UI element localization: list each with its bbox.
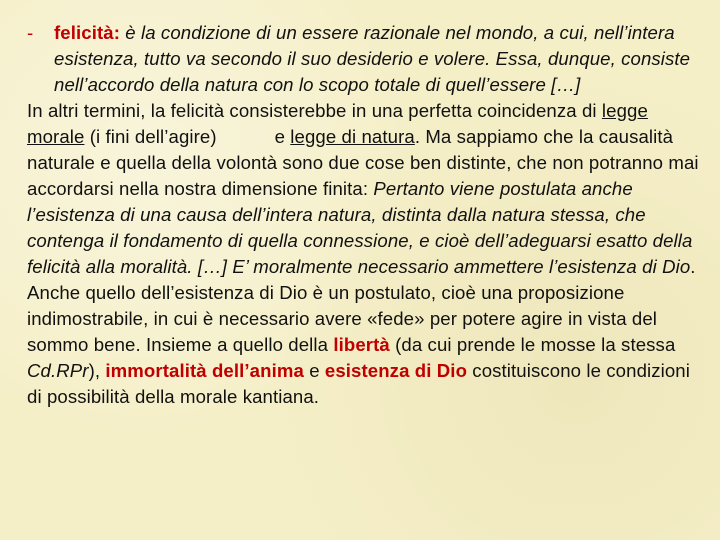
bullet-dash: - bbox=[27, 22, 34, 43]
p2-text-3: ), bbox=[88, 360, 106, 381]
p2-text-2: (da cui prende le mosse la stessa bbox=[389, 334, 676, 355]
p2-text-4: e bbox=[303, 360, 325, 381]
term-immortalita: immortalità dell’anima bbox=[105, 360, 304, 381]
legge-morale: legge morale bbox=[27, 100, 648, 147]
term-liberta: libertà bbox=[333, 334, 390, 355]
p1-text-2: (i fini dell’agire) e bbox=[84, 126, 291, 147]
slide-body bbox=[27, 20, 702, 410]
term-esistenza-di-dio: esistenza di Dio bbox=[324, 360, 468, 381]
kant-quote: Pertanto viene postulata anche l’esistenza di una causa dell’intera natura, distinta dalla natura stessa, che contenga il fondamento di quella connessione, e cioè dell’adeguarsi esatto della felicità alla moralità. […] E’ moralmente necessario ammettere l’esistenza di Dio bbox=[27, 178, 693, 277]
p1-text-1: In altri termini, la felicità consisterebbe in una perfetta coincidenza di bbox=[27, 100, 602, 121]
p2-text-1: Anche quello dell’esistenza di Dio è un postulato, cioè una proposizione indimostrabile, in cui è necessario avere «fede» per potere agire in vista del sommo bene. Insieme a quello della bbox=[27, 282, 658, 355]
term-colon: : bbox=[113, 22, 121, 43]
paragraph-causality bbox=[27, 98, 702, 280]
p1-end: . bbox=[690, 256, 696, 277]
p1-text-3: . Ma sappiamo che la causalità naturale e quella della volontà sono due cose ben distinte, che non potranno mai accordarsi nella nostra dimensione finita: bbox=[27, 126, 699, 199]
definition-text: è la condizione di un essere razionale nel mondo, a cui, nell’intera esistenza, tutto va secondo il suo desiderio e volere. Essa, dunque, consiste nell’accordo della natura con lo scopo totale di quell’essere […] bbox=[54, 22, 691, 95]
cdrpr-title: Cd.RPr bbox=[27, 360, 89, 381]
legge-di-natura: legge di natura bbox=[290, 126, 415, 147]
paragraph-postulates bbox=[27, 280, 702, 410]
bullet-definition bbox=[27, 20, 702, 98]
p2-text-5: costituiscono le condizioni di possibilità della morale kantiana. bbox=[27, 360, 690, 407]
term-felicita: felicità bbox=[54, 22, 114, 43]
